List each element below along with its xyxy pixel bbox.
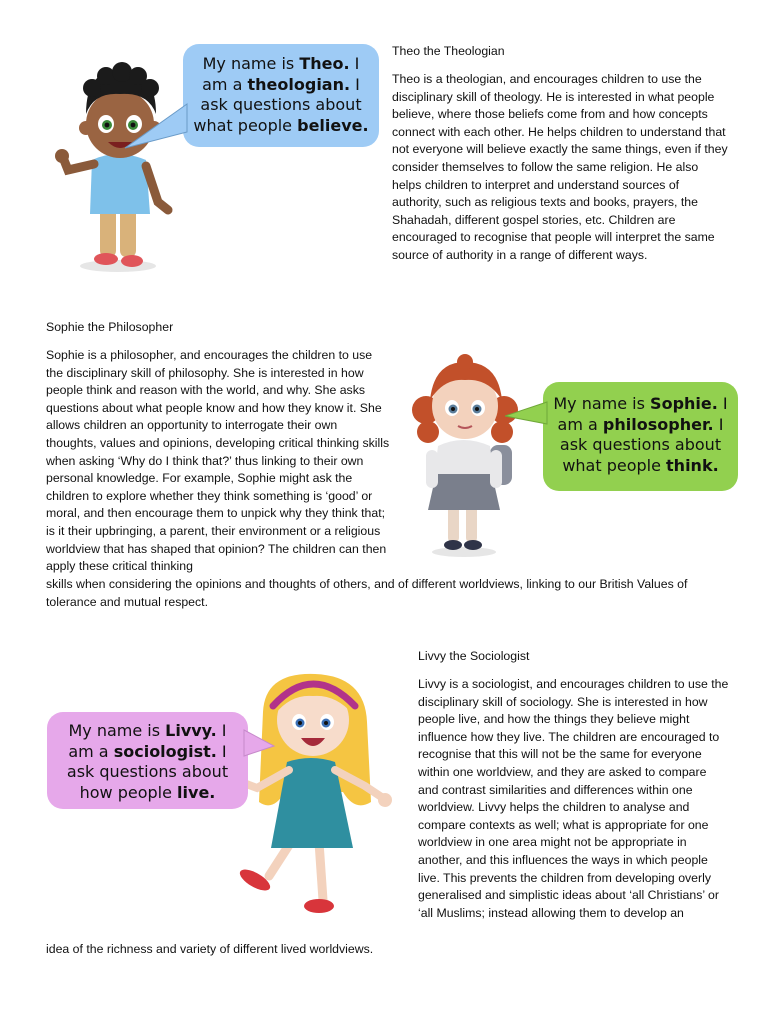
livvy-bubble-tail <box>244 730 274 756</box>
sophie-bubble-l3: ask questions about <box>559 435 722 454</box>
theo-heading: Theo the Theologian <box>392 44 505 58</box>
livvy-speech-bubble <box>47 712 248 809</box>
livvy-bubble-role: sociologist. <box>113 741 217 761</box>
theo-bubble-l4a: what people <box>193 115 298 135</box>
livvy-bubble-l1c: I <box>216 721 227 740</box>
theo-speech-bubble <box>183 44 379 147</box>
livvy-bubble-focus: live. <box>177 782 216 802</box>
theo-bubble-name: Theo. <box>299 54 350 73</box>
livvy-bubble-l4a: how people <box>79 782 178 802</box>
theo-bubble-l2c: I <box>350 74 360 94</box>
sophie-illustration <box>408 350 533 560</box>
theo-bubble-role: theologian. <box>247 74 351 94</box>
sophie-bubble-l1a: My name is <box>553 394 651 413</box>
livvy-paragraph-bottom: idea of the richness and variety of different lived worldviews. <box>46 942 374 956</box>
sophie-heading: Sophie the Philosopher <box>46 320 174 334</box>
livvy-bubble-l2c: I <box>216 741 227 761</box>
livvy-bubble-l3: ask questions about <box>66 762 229 781</box>
sophie-bubble-l2c: I <box>713 414 724 434</box>
sophie-bubble-l4a: what people <box>562 455 667 475</box>
livvy-bubble-l1a: My name is <box>68 721 166 740</box>
theo-bubble-focus: believe. <box>297 115 369 135</box>
theo-bubble-tail <box>125 104 187 148</box>
theo-bubble-l3: ask questions about <box>200 95 362 114</box>
theo-illustration <box>50 52 180 277</box>
livvy-bubble-name: Livvy. <box>165 721 217 740</box>
livvy-bubble-l2a: am a <box>68 741 114 761</box>
theo-bubble-l1c: I <box>349 54 360 73</box>
sophie-paragraph-top: Sophie is a philosopher, and encourages the children to use the disciplinary skill of philosophy. She is interested in how people think and reason with the world, and why. She asks questions about what people know and how they know it. She allows children an opportunity to interrogate their own thoughts, values and opinions, developing critical thinking skills when asking ‘Why do I think that?’ thus linking to their own personal knowledge. For example, Sophie might ask the children to explore whether they think something is ‘good’ or moral, and then encourage them to unpick why they think that; is it their upbringing, a parent, their environment or a religious worldview that has shaped that opinion? The children can then apply these critical thinking <box>46 348 390 574</box>
sophie-bubble-focus: think. <box>666 455 719 475</box>
sophie-bubble-role: philosopher. <box>602 414 714 434</box>
theo-bubble-l2a: am a <box>202 74 248 94</box>
sophie-bubble-tail <box>505 402 547 424</box>
sophie-bubble-l1c: I <box>717 394 728 413</box>
theo-bubble-l1a: My name is <box>202 54 300 73</box>
sophie-speech-bubble <box>543 382 738 491</box>
theo-paragraph: Theo is a theologian, and encourages children to use the disciplinary skill of theology. He is interested in what people believe, where those beliefs come from and how concepts connect with each other. He helps children to understand that not everyone will believe exactly the same things, even if they consider themselves to follow the same religion. He also helps children to interpret and understand sources of authority, such as religious texts and books, prayers, the Shahadah, different gospel stories, etc. Children are encouraged to recognise that people will interpret the same source of authority in a range of different ways. <box>392 72 728 262</box>
livvy-heading: Livvy the Sociologist <box>418 649 530 663</box>
sophie-bubble-l2a: am a <box>557 414 603 434</box>
sophie-bubble-name: Sophie. <box>650 394 718 413</box>
sophie-paragraph-bottom: skills when considering the opinions and thoughts of others, and of different worldviews, linking to our British Values of tolerance and mutual respect. <box>46 577 688 609</box>
livvy-paragraph-top: Livvy is a sociologist, and encourages children to use the disciplinary skill of sociology. She is interested in how people live, and how the things they believe might influence how they live. The children are encouraged to recognise that this will not be the same for everyone within one worldview, and they are asked to compare and contrast similarities and differences within one worldview. Livvy helps the children to analyse and compare contexts as well; what is appropriate for one worldview in one area might not be appropriate in another, and this influences the ways in which people live. This prevents the children from developing overly generalised and simplistic ideas about ‘all Christians’ or ‘all Muslims; instead allowing them to develop an <box>418 677 729 920</box>
